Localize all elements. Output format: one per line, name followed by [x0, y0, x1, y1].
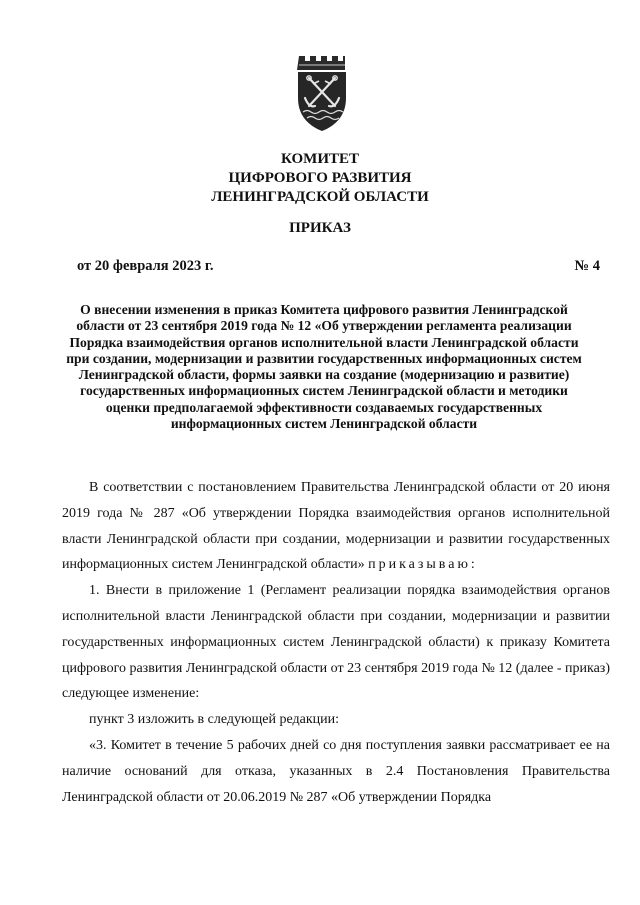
document-body [62, 475, 610, 810]
document-number: № 4 [574, 258, 600, 274]
coat-of-arms-icon [297, 54, 347, 132]
document-subject: О внесении изменения в приказ Комитета цифрового развития Ленинградской области от 23 сентября 2019 года № 12 «Об утверждении регламента реализации Порядка взаимодействия органов исполнительной власти Ленинградской области при создании, модернизации и развитии государственных информационных систем Ленинградской области, формы заявки на создание (модернизацию и развитие) государственных информационных систем Ленинградской области и методики оценки предполагаемой эффективности создаваемых государственных информационных систем Ленинградской области [66, 302, 582, 432]
item-1-subparagraph: пункт 3 изложить в следующей редакции: [89, 712, 339, 728]
organization-name [0, 150, 640, 207]
quote-paragraph: «3. Комитет в течение 5 рабочих дней со дня поступления заявки рассматривает ее на наличие оснований для отказа, указанных в 2.4 Постановления Правительства Ленинградской области от 20.06.2019 № 287 «Об утверждении Порядка [62, 737, 610, 805]
preamble-paragraph [62, 475, 610, 578]
preamble-text: В соответствии с постановлением Правительства Ленинградской области от 20 июня 2019 года № 287 «Об утверждении Порядка взаимодействия органов исполнительной власти Ленинградской области при создании, модернизации и развитии государственных информационных систем Ленинградской области» [62, 480, 610, 573]
org-line-3: ЛЕНИНГРАДСКОЙ ОБЛАСТИ [211, 189, 429, 205]
document-type: ПРИКАЗ [289, 220, 351, 236]
org-line-1: КОМИТЕТ [280, 151, 359, 167]
order-word: приказываю: [368, 557, 478, 573]
document-date: от 20 февраля 2023 г. [77, 258, 214, 274]
org-line-2: ЦИФРОВОГО РАЗВИТИЯ [228, 170, 412, 186]
item-1-paragraph: 1. Внести в приложение 1 (Регламент реализации порядка взаимодействия органов исполнительной власти Ленинградской области при создании, модернизации и развитии государственных информационных систем Ленинградской области) к приказу Комитета цифрового развития Ленинградской области от 23 сентября 2019 года № 12 (далее - приказ) следующее изменение: [62, 583, 610, 702]
